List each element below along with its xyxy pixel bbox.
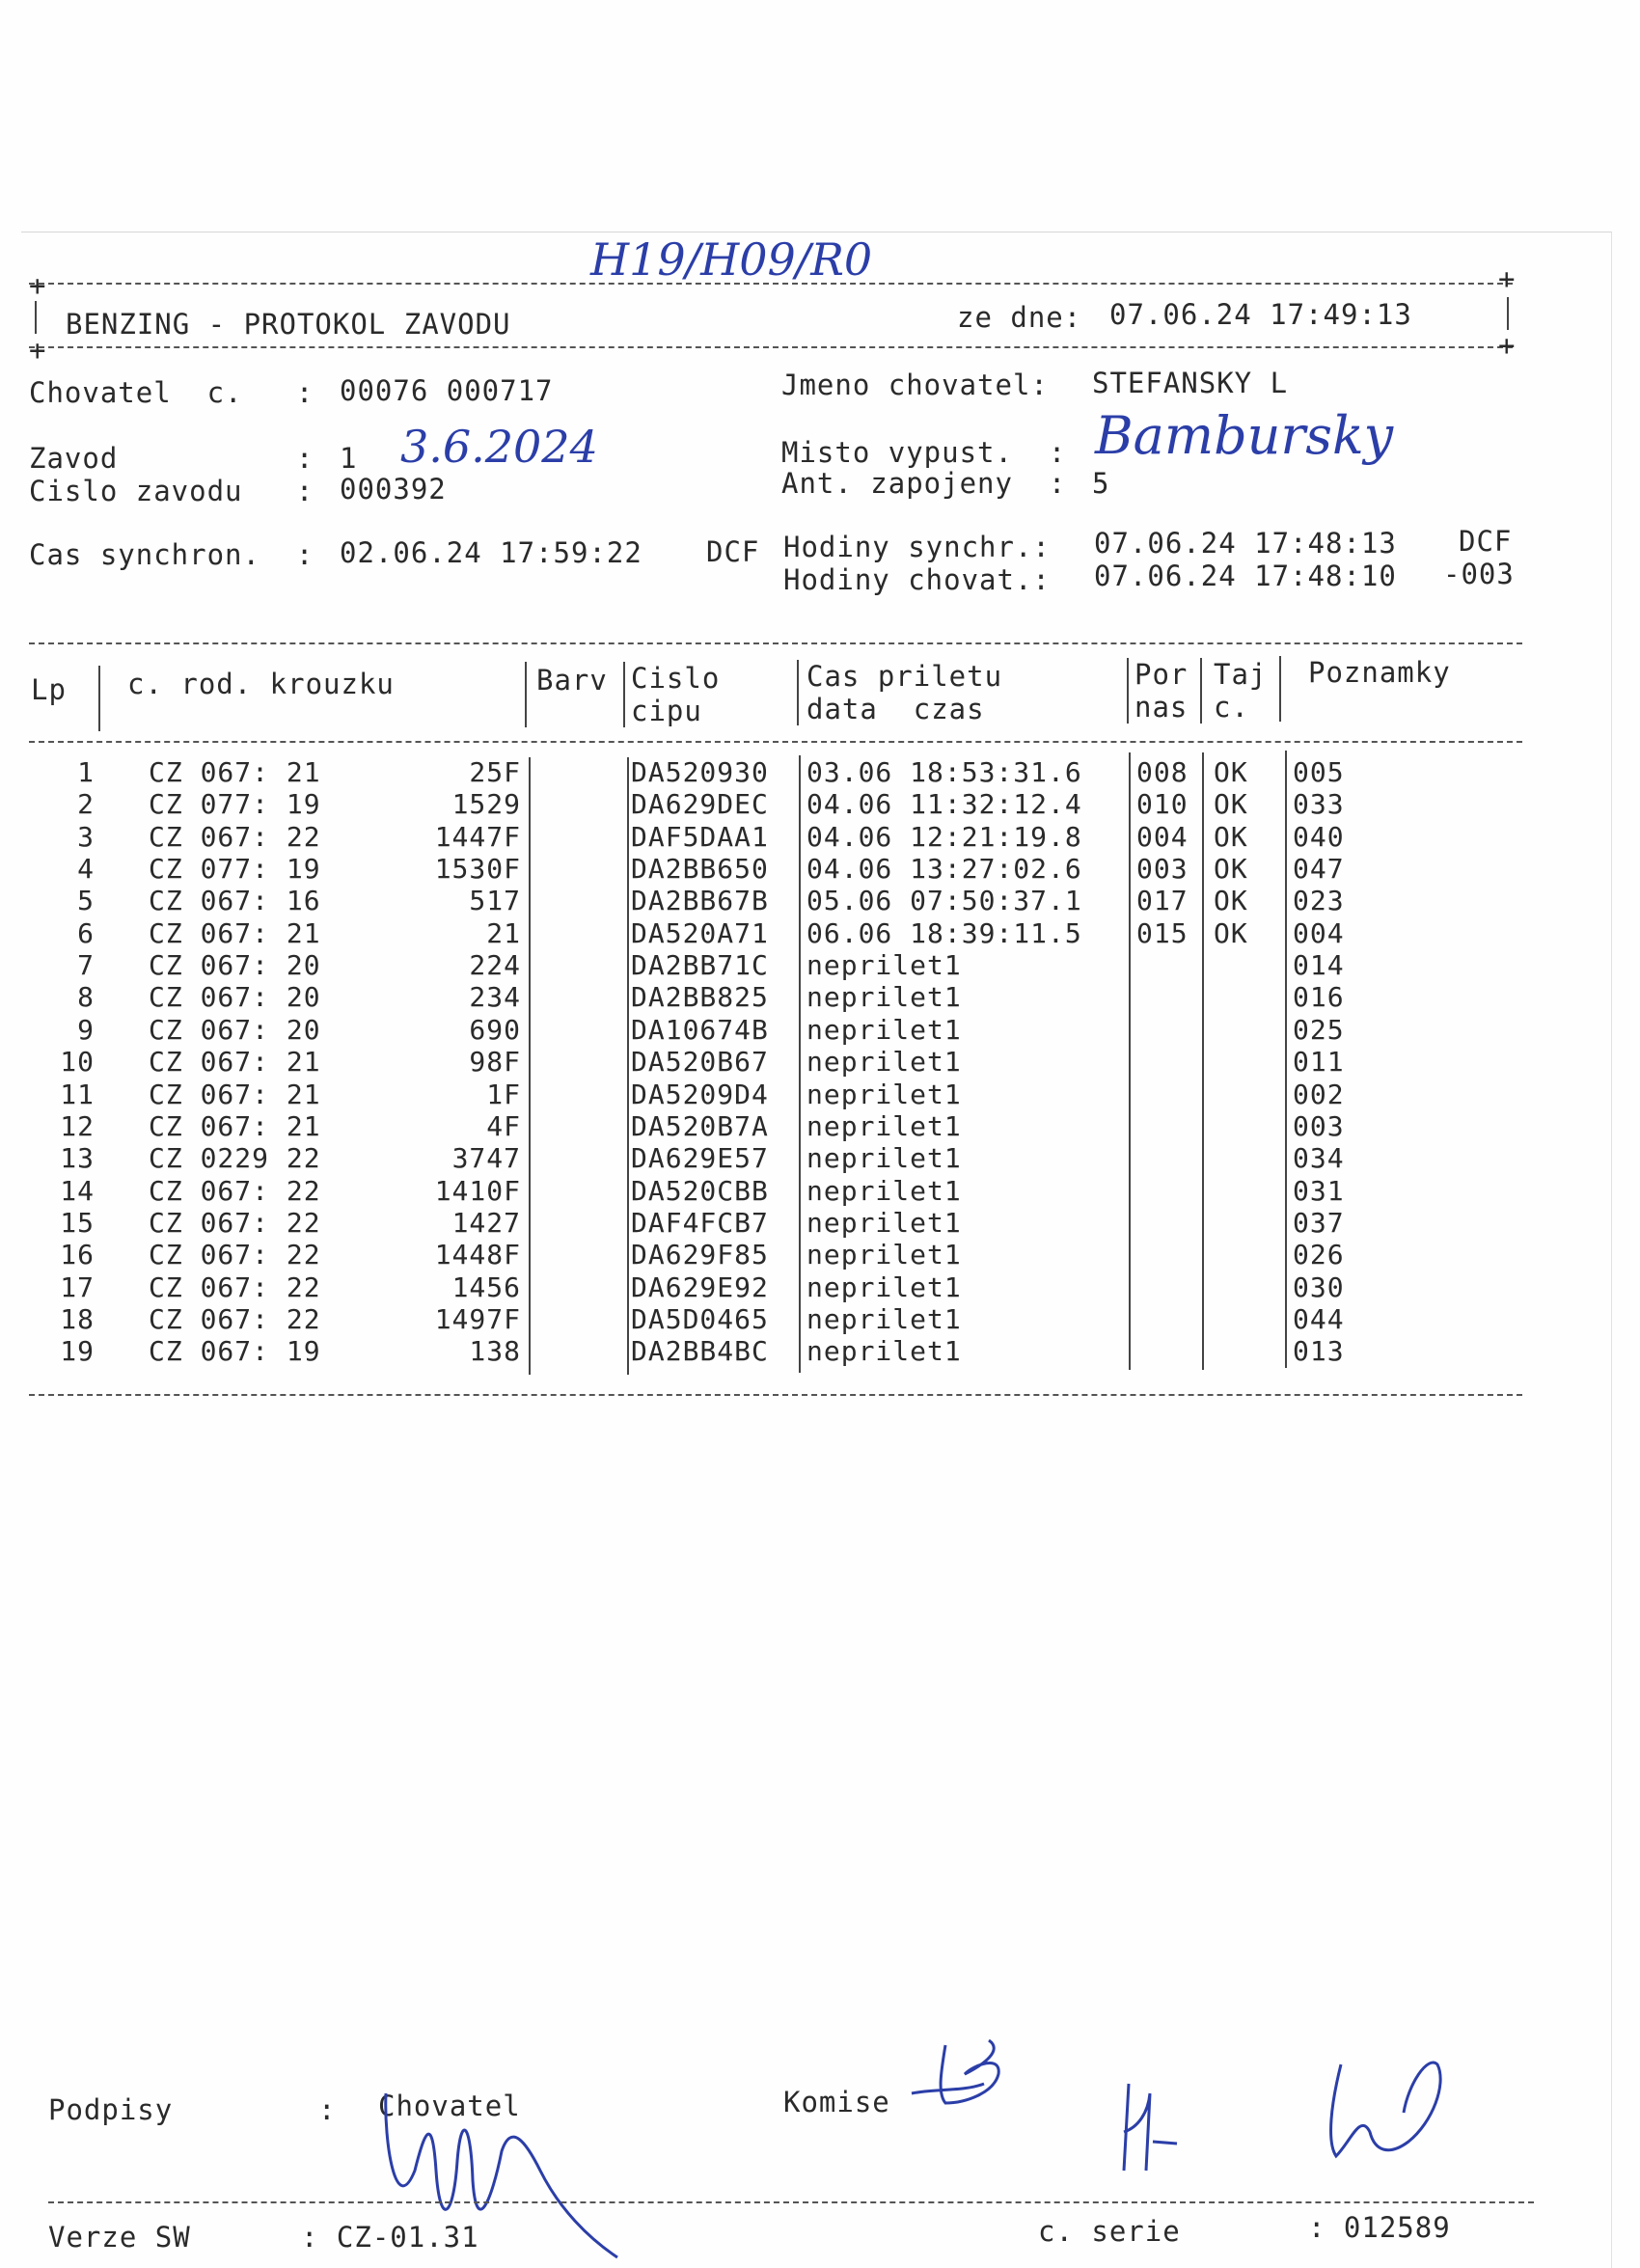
cell-arrival: 04.06 11:32:12.4 [806,788,1082,821]
cell-ring-prefix: CZ 067: 16 [149,885,321,917]
cell-taj: OK [1214,916,1248,949]
cell-note: 034 [1293,1142,1345,1175]
cislo-zavodu-label: Cislo zavodu : [29,475,314,507]
col-sep-por [1200,658,1202,724]
th-barv: Barv [536,664,608,697]
cell-chip: DA520B7A [631,1109,769,1142]
body-sep-por [1202,752,1204,1370]
report-date-value: 07.06.24 17:49:13 [1109,298,1412,331]
cell-ring-prefix: CZ 067: 22 [149,1302,321,1335]
cell-lp: 11 [60,1078,95,1110]
body-sep-arrival [1129,752,1131,1370]
cell-ring-number: 1447F [434,820,521,853]
hod-synchr-label: Hodiny synchr.: [783,531,1051,563]
cell-chip: DA5209D4 [631,1078,769,1110]
cell-arrival: neprilet1 [806,1335,962,1368]
cell-lp: 13 [60,1142,95,1175]
cell-taj: OK [1214,853,1248,886]
cell-ring-number: 1F [486,1078,521,1110]
cell-chip: DA629E57 [631,1142,769,1175]
cell-por: 003 [1136,853,1189,886]
cell-chip: DA10674B [631,1013,769,1046]
cell-ring-prefix: CZ 067: 21 [149,1078,321,1110]
cell-note: 033 [1293,788,1345,821]
th-por-2: nas [1134,691,1189,724]
cell-arrival: neprilet1 [806,1046,962,1079]
col-sep-arrival [1127,658,1129,724]
table-top-rule [29,642,1522,644]
cell-ring-prefix: CZ 067: 22 [149,820,321,853]
podpisy-colon: : [318,2093,337,2126]
header-left-border [35,301,37,334]
chovatel-label: Chovatel c. : [29,376,314,409]
cell-por: 008 [1136,756,1189,788]
th-notes: Poznamky [1308,656,1451,689]
cell-ring-number: 138 [469,1335,521,1368]
header-top-rule [29,283,1513,285]
cell-ring-number: 1530F [434,853,521,886]
cell-note: 047 [1293,853,1345,886]
th-arrival-1: Cas priletu [806,660,1003,693]
hod-chovat-value: 07.06.24 17:48:10 [1094,560,1397,592]
cas-sync-value: 02.06.24 17:59:22 [340,536,642,569]
header-right-border [1507,297,1509,330]
cell-lp: 15 [60,1206,95,1239]
cell-arrival: neprilet1 [806,1239,962,1271]
cell-arrival: 03.06 18:53:31.6 [806,756,1082,788]
cell-ring-number: 3747 [451,1142,521,1175]
hod-chovat-label: Hodiny chovat.: [783,563,1051,596]
cell-lp: 1 [77,756,95,788]
cell-ring-number: 21 [486,916,521,949]
cell-lp: 5 [77,885,95,917]
footer-rule [48,2201,1534,2203]
cell-lp: 18 [60,1302,95,1335]
cell-note: 040 [1293,820,1345,853]
body-sep-taj [1285,751,1287,1368]
cell-ring-number: 1427 [451,1206,521,1239]
header-bottom-rule [29,346,1513,348]
handwritten-code: H19/H09/R0 [590,233,873,286]
cell-ring-prefix: CZ 077: 19 [149,788,321,821]
cell-taj: OK [1214,756,1248,788]
jmeno-label: Jmeno chovatel: [781,369,1049,401]
cell-por: 010 [1136,788,1189,821]
cell-ring-prefix: CZ 067: 21 [149,1109,321,1142]
cell-arrival: 04.06 13:27:02.6 [806,853,1082,886]
cell-arrival: neprilet1 [806,1302,962,1335]
cell-arrival: 05.06 07:50:37.1 [806,885,1082,917]
verze-label: Verze SW [48,2221,191,2254]
cell-arrival: neprilet1 [806,1013,962,1046]
cell-chip: DA629F85 [631,1239,769,1271]
th-taj-1: Taj [1214,658,1268,691]
cislo-zavodu-value: 000392 [340,473,447,506]
cell-ring-number: 234 [469,981,521,1014]
serie-value: : 012589 [1308,2211,1451,2244]
cell-note: 030 [1293,1271,1345,1303]
cell-ring-prefix: CZ 077: 19 [149,853,321,886]
cell-arrival: neprilet1 [806,1206,962,1239]
th-arrival-2: data czas [806,693,985,725]
cell-chip: DA2BB71C [631,949,769,982]
komise-signature-1 [907,2036,1013,2113]
cell-note: 026 [1293,1239,1345,1271]
cell-ring-prefix: CZ 067: 20 [149,1013,321,1046]
cell-ring-prefix: CZ 067: 21 [149,916,321,949]
cell-note: 014 [1293,949,1345,982]
header-plus-right-top: + [1498,262,1517,295]
cell-chip: DA520930 [631,756,769,788]
cell-arrival: 06.06 18:39:11.5 [806,916,1082,949]
body-sep-ring [529,757,531,1375]
cell-note: 025 [1293,1013,1345,1046]
komise-signature-3 [1302,2045,1457,2180]
zavod-value: 1 [340,442,358,475]
cell-chip: DA520B67 [631,1046,769,1079]
cell-ring-number: 1456 [451,1271,521,1303]
cell-ring-prefix: CZ 067: 19 [149,1335,321,1368]
header-plus-left-top: + [29,269,47,302]
cell-ring-prefix: CZ 067: 21 [149,756,321,788]
cell-note: 031 [1293,1174,1345,1207]
cell-ring-prefix: CZ 067: 21 [149,1046,321,1079]
header-plus-left-bottom: + [29,334,47,367]
cell-chip: DA2BB4BC [631,1335,769,1368]
cell-note: 004 [1293,916,1345,949]
cell-ring-prefix: CZ 067: 22 [149,1174,321,1207]
cell-chip: DA629DEC [631,788,769,821]
cell-note: 016 [1293,981,1345,1014]
cell-lp: 10 [60,1046,95,1079]
cell-chip: DAF4FCB7 [631,1206,769,1239]
cell-ring-number: 1410F [434,1174,521,1207]
hod-synchr-source: DCF [1459,525,1513,558]
cell-arrival: 04.06 12:21:19.8 [806,820,1082,853]
cell-taj: OK [1214,885,1248,917]
th-chip-1: Cislo [631,662,721,695]
cell-ring-number: 1448F [434,1239,521,1271]
cell-lp: 3 [77,820,95,853]
cell-ring-prefix: CZ 067: 20 [149,981,321,1014]
col-sep-ring [525,662,527,727]
cell-ring-number: 1497F [434,1302,521,1335]
cell-ring-prefix: CZ 067: 22 [149,1271,321,1303]
cell-chip: DAF5DAA1 [631,820,769,853]
cell-taj: OK [1214,820,1248,853]
cell-lp: 2 [77,788,95,821]
komise-label: Komise [783,2086,890,2118]
cas-sync-source: DCF [706,535,760,568]
cell-lp: 12 [60,1109,95,1142]
cell-ring-number: 1529 [451,788,521,821]
th-lp: Lp [31,673,67,706]
th-por-1: Por [1134,658,1189,691]
cell-lp: 6 [77,916,95,949]
cell-por: 015 [1136,916,1189,949]
cell-arrival: neprilet1 [806,1174,962,1207]
th-chip-2: cipu [631,695,702,727]
ant-value: 5 [1092,467,1110,500]
cell-ring-prefix: CZ 067: 22 [149,1239,321,1271]
report-title: BENZING - PROTOKOL ZAVODU [66,308,511,341]
body-sep-barv [627,757,629,1375]
cell-note: 023 [1293,885,1345,917]
cell-chip: DA2BB650 [631,853,769,886]
cell-ring-number: 25F [469,756,521,788]
serie-label: c. serie [1038,2215,1181,2248]
cell-arrival: neprilet1 [806,1142,962,1175]
body-sep-chip [799,755,801,1373]
cell-arrival: neprilet1 [806,949,962,982]
cas-sync-label: Cas synchron. : [29,538,314,571]
table-bottom-rule [29,1394,1522,1396]
cell-arrival: neprilet1 [806,1109,962,1142]
cell-arrival: neprilet1 [806,1271,962,1303]
cell-lp: 19 [60,1335,95,1368]
cell-ring-prefix: CZ 067: 20 [149,949,321,982]
th-taj-2: c. [1214,691,1249,724]
cell-ring-number: 98F [469,1046,521,1079]
komise-signature-2 [1100,2074,1196,2180]
cell-lp: 7 [77,949,95,982]
cell-note: 002 [1293,1078,1345,1110]
cell-note: 005 [1293,756,1345,788]
verze-value: : CZ-01.31 [301,2221,479,2254]
cell-lp: 14 [60,1174,95,1207]
report-date-label: ze dne: [957,301,1082,334]
cell-chip: DA2BB67B [631,885,769,917]
hod-chovat-diff: -003 [1443,558,1515,590]
table-header-bottom-rule [29,741,1522,743]
podpisy-label: Podpisy [48,2093,174,2126]
cell-note: 044 [1293,1302,1345,1335]
cell-por: 004 [1136,820,1189,853]
jmeno-value: STEFANSKY L [1092,367,1289,399]
cell-lp: 8 [77,981,95,1014]
cell-chip: DA520A71 [631,916,769,949]
cell-taj: OK [1214,788,1248,821]
cell-arrival: neprilet1 [806,981,962,1014]
cell-chip: DA2BB825 [631,981,769,1014]
cell-ring-number: 224 [469,949,521,982]
col-sep-chip [797,660,799,725]
cell-lp: 16 [60,1239,95,1271]
misto-label: Misto vypust. : [781,436,1067,469]
ant-label: Ant. zapojeny : [781,467,1067,500]
chovatel-signature-label: Chovatel [378,2090,521,2122]
zavod-label: Zavod : [29,442,314,475]
cell-lp: 17 [60,1271,95,1303]
cell-note: 003 [1293,1109,1345,1142]
cell-note: 011 [1293,1046,1345,1079]
th-ring: c. rod. krouzku [127,668,395,700]
cell-chip: DA5D0465 [631,1302,769,1335]
hod-synchr-value: 07.06.24 17:48:13 [1094,527,1397,560]
cell-ring-number: 690 [469,1013,521,1046]
handwritten-release-place: Bambursky [1095,405,1394,466]
col-sep-lp [98,666,100,731]
col-sep-barv [623,662,625,727]
cell-chip: DA629E92 [631,1271,769,1303]
cell-chip: DA520CBB [631,1174,769,1207]
cell-ring-number: 4F [486,1109,521,1142]
cell-ring-number: 517 [469,885,521,917]
cell-arrival: neprilet1 [806,1078,962,1110]
cell-por: 017 [1136,885,1189,917]
header-plus-right-bottom: + [1498,329,1517,362]
handwritten-race-date: 3.6.2024 [400,421,598,473]
cell-lp: 4 [77,853,95,886]
cell-note: 013 [1293,1335,1345,1368]
col-sep-taj [1279,656,1281,722]
cell-lp: 9 [77,1013,95,1046]
cell-note: 037 [1293,1206,1345,1239]
cell-ring-prefix: CZ 0229 22 [149,1142,321,1175]
cell-ring-prefix: CZ 067: 22 [149,1206,321,1239]
chovatel-value: 00076 000717 [340,374,554,407]
